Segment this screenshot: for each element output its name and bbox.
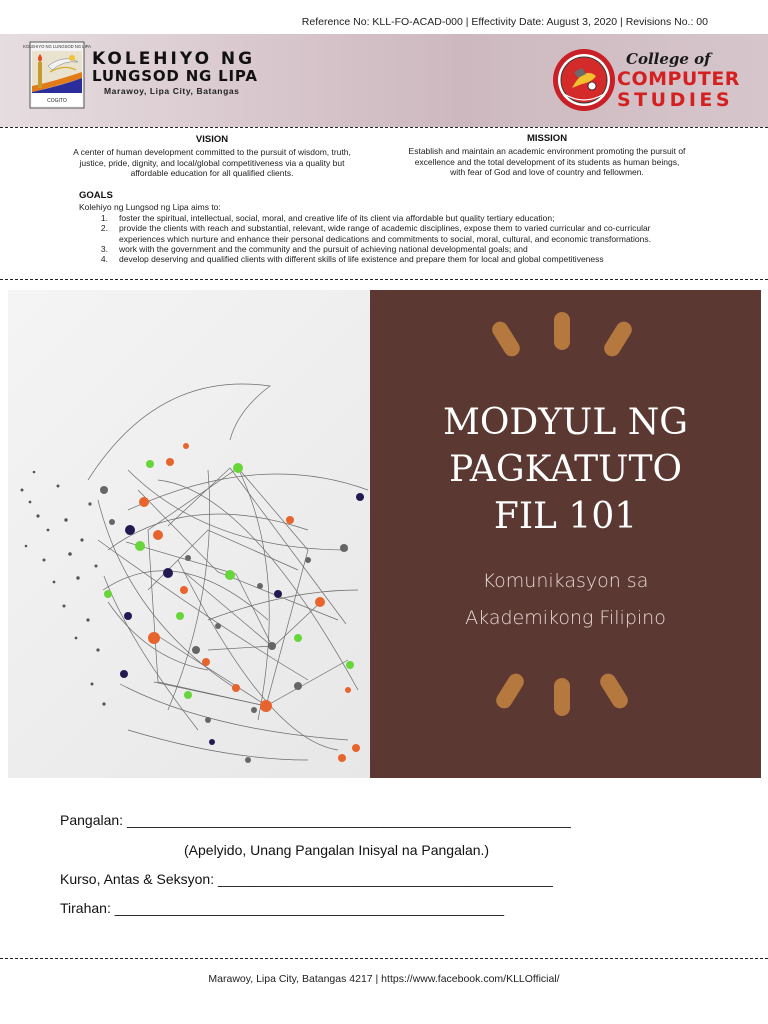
ornament-dash [493, 671, 527, 712]
vision-text [62, 147, 362, 179]
goal-text: provide the clients with reach and substantial, relevant, wide range of academic disciplines, expose them to varied curricular and co-curricular [119, 223, 651, 233]
divider-middle [0, 279, 768, 280]
mission-line: with fear of God and love of country and fellowmen. [450, 167, 644, 177]
module-title-line3: FIL 101 [493, 496, 638, 537]
goal-number: 2. [100, 223, 108, 233]
header-banner [0, 34, 768, 127]
school-address: Marawoy, Lipa City, Batangas [104, 86, 240, 96]
ccs-computer-word: COMPUTER [617, 68, 740, 90]
footer-contact: Marawoy, Lipa City, Batangas 4217 | https://www.facebook.com/KLLOfficial/ [208, 973, 560, 985]
goal-text: develop deserving and qualified clients with different skills of life existence and prepare them for local and global competitiveness [119, 254, 604, 264]
ccs-seal-logo [552, 48, 616, 112]
mission-line: excellence and the total development of its students as human beings, [414, 156, 680, 167]
divider-top [0, 127, 768, 128]
goals-title: GOALS [79, 190, 113, 201]
module-title-line1: MODYUL NG [443, 402, 688, 443]
ornament-dash [554, 312, 570, 350]
school-name-line1: KOLEHIYO NG [92, 49, 256, 69]
vision-line: justice, pride, dignity, and local/global competitiveness via a quality but [79, 157, 345, 168]
goal-number: 3. [100, 244, 108, 254]
goal-text: work with the government and the community and the pursuit of achieving national developmental goals; and [119, 244, 528, 254]
school-name-line2: LUNGSOD NG LIPA [92, 67, 258, 85]
ornament-dash [554, 678, 570, 716]
goal-text: experiences which nurture and enhance their personal dedications and commitments to social, moral, cultural, and economic transformations. [119, 233, 651, 244]
goals-intro: Kolehiyo ng Lungsod ng Lipa aims to: [79, 202, 221, 212]
ornament-dash [601, 319, 635, 360]
goal-item [96, 254, 716, 265]
reference-line: Reference No: KLL-FO-ACAD-000 | Effectivity Date: August 3, 2020 | Revisions No.: 00 [301, 16, 708, 28]
goal-number: 4. [100, 254, 108, 264]
svg-text:COGITO: COGITO [47, 98, 67, 104]
mission-line: Establish and maintain an academic environment promoting the pursuit of [408, 146, 686, 156]
module-subtitle-line1: Komunikasyon sa [482, 570, 649, 592]
module-subtitle-line2: Akademikong Filipino [465, 607, 666, 629]
goal-item [96, 223, 716, 245]
kll-logo [22, 42, 92, 108]
course-field[interactable]: Kurso, Antas & Seksyon: ___________________________________________ [60, 871, 553, 887]
ornament-dash [489, 319, 523, 360]
ornament-dash [597, 671, 631, 712]
cover-network-illustration [8, 290, 370, 778]
logo-caption: KOLEHIYO NG LUNGSOD NG LIPA [22, 44, 92, 49]
goal-text: foster the spiritual, intellectual, social, moral, and creative life of its client via affordable but quality tertiary education; [119, 213, 555, 223]
mission-title: MISSION [526, 133, 568, 144]
mission-text [395, 146, 699, 178]
goal-number: 1. [100, 213, 108, 223]
ccs-studies-word: STUDIES [617, 89, 734, 111]
ccs-college-word: College of [626, 50, 711, 68]
name-format-hint: (Apelyido, Unang Pangalan Inisyal na Pangalan.) [184, 842, 490, 858]
address-field[interactable]: Tirahan: __________________________________________________ [60, 900, 505, 916]
vision-line: affordable education for all qualified clients. [130, 168, 294, 178]
module-title-line2: PAGKATUTO [448, 449, 682, 490]
vision-title: VISION [195, 134, 229, 145]
divider-bottom [0, 958, 768, 959]
vision-line: A center of human development committed to the pursuit of wisdom, truth, [73, 147, 351, 157]
name-field[interactable]: Pangalan: _________________________________________________________ [60, 812, 571, 828]
